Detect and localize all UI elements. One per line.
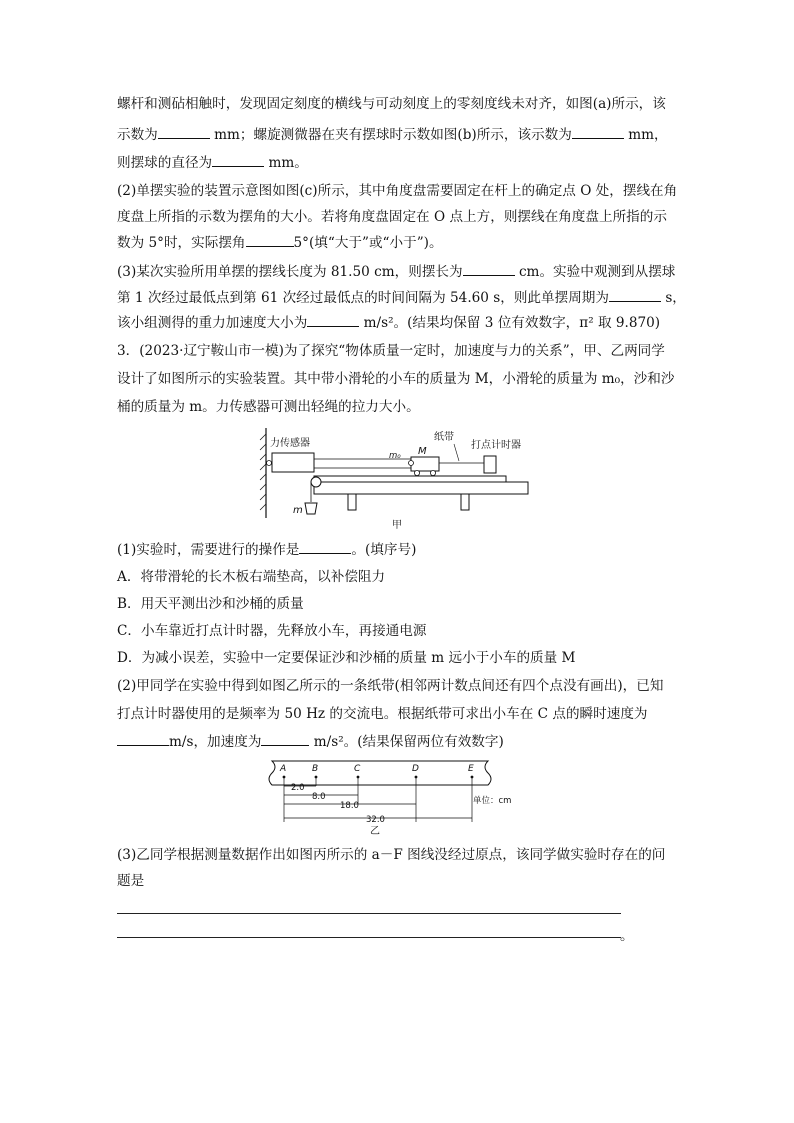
q2-part2-line2: 度盘上所指的示数为摆角的大小。若将角度盘固定在 O 点上方，则摆线在角度盘上所指的示 [117, 209, 667, 225]
tape-point-e: E [468, 764, 474, 774]
label-M: M [418, 446, 427, 457]
answer-blank[interactable] [299, 540, 351, 554]
figure-yi-caption: 乙 [370, 826, 380, 836]
q3-part1: (1)实验时，需要进行的操作是 。(填序号) [117, 542, 417, 558]
q2-line1: 螺杆和测砧相触时，发现固定刻度的横线与可动刻度上的零刻度线未对齐，如图(a)所示，该 [117, 96, 666, 112]
q3-option-d: D．为减小误差，实验中一定要保证沙和沙桶的质量 m 远小于小车的质量 M [117, 650, 576, 666]
tape-point-d: D [412, 764, 419, 774]
q3-option-a: A．将带滑轮的长木板右端垫高，以补偿阻力 [117, 569, 386, 585]
tape-point-a: A [280, 764, 287, 774]
q2-line2: 示数为 mm；螺旋测微器在夹有摆球时示数如图(b)所示，该示数为 mm， [117, 127, 668, 143]
q2-part3-line3: 该小组测得的重力加速度大小为 m/s²。(结果均保留 3 位有效数字，π² 取 9.870) [117, 315, 661, 331]
answer-blank[interactable] [307, 313, 359, 327]
q3-intro-line3: 桶的质量为 m。力传感器可测出轻绳的拉力大小。 [117, 399, 420, 415]
tape-point-b: B [312, 764, 319, 774]
q2-part2-line3: 数为 5°时，实际摆角 5°(填“大于”或“小于”)。 [117, 235, 443, 251]
end-period: 。 [620, 928, 634, 944]
q2-part2-line1: (2)单摆实验的装置示意图如图(c)所示，其中角度盘需要固定在杆上的确定点 O 处，摆线在角 [117, 183, 678, 199]
q3-part3-line1: (3)乙同学根据测量数据作出如图丙所示的 a－F 图线没经过原点，该同学做实验时存在的问 [117, 847, 666, 863]
q3-option-b: B．用天平测出沙和沙桶的质量 [117, 596, 304, 612]
q2-part3-line1: (3)某次实验所用单摆的摆线长度为 81.50 cm，则摆长为 cm。实验中观测到从摆球 [117, 264, 676, 280]
q3-intro-line1: 3．(2023·辽宁鞍山市一模)为了探究“物体质量一定时，加速度与力的关系”，甲、乙两同学 [117, 343, 665, 359]
q3-part3-line2: 题是 [117, 873, 145, 889]
q2-line3: 则摆球的直径为 mm。 [117, 155, 308, 171]
answer-blank[interactable] [609, 288, 661, 302]
tape-dist-ae: 32.0 [366, 815, 385, 825]
q3-part2-line3: m/s，加速度为 m/s²。(结果保留两位有效数字) [117, 732, 682, 751]
figure-jia-caption: 甲 [392, 520, 402, 531]
tape-dist-ab: 2.0 [291, 783, 305, 793]
answer-blank[interactable] [572, 125, 624, 139]
answer-blank[interactable] [463, 262, 515, 276]
label-paper-tape: 纸带 [434, 432, 454, 443]
answer-blank[interactable] [212, 153, 264, 167]
figure-yi-paper-tape [266, 758, 528, 836]
q3-intro-line2: 设计了如图所示的实验装置。其中带小滑轮的小车的质量为 M，小滑轮的质量为 m₀，沙和沙 [117, 371, 675, 387]
answer-blank[interactable] [117, 732, 169, 746]
answer-blank[interactable] [158, 125, 210, 139]
q3-part2-line1: (2)甲同学在实验中得到如图乙所示的一条纸带(相邻两计数点间还有四个点没有画出)，已知 [117, 678, 664, 694]
tape-dist-ad: 18.0 [340, 801, 359, 811]
answer-line-2[interactable] [117, 937, 621, 938]
label-m: m [293, 505, 303, 516]
answer-line-1[interactable] [117, 913, 621, 914]
answer-blank[interactable] [246, 233, 294, 247]
q3-option-c: C．小车靠近打点计时器，先释放小车，再接通电源 [117, 623, 427, 639]
figure-jia-apparatus [256, 424, 536, 532]
q2-part3-line2: 第 1 次经过最低点到第 61 次经过最低点的时间间隔为 54.60 s，则此单摆周期为 s， [117, 290, 686, 306]
label-m0: m₀ [389, 451, 401, 461]
tape-dist-ac: 8.0 [312, 792, 326, 802]
label-force-sensor: 力传感器 [270, 438, 310, 449]
answer-blank[interactable] [261, 732, 309, 746]
label-timer: 打点计时器 [471, 440, 521, 451]
tape-point-c: C [354, 764, 361, 774]
q3-part2-line2: 打点计时器使用的是频率为 50 Hz 的交流电。根据纸带可求出小车在 C 点的瞬时速度为 [117, 706, 648, 722]
tape-unit: 单位：cm [473, 796, 512, 806]
